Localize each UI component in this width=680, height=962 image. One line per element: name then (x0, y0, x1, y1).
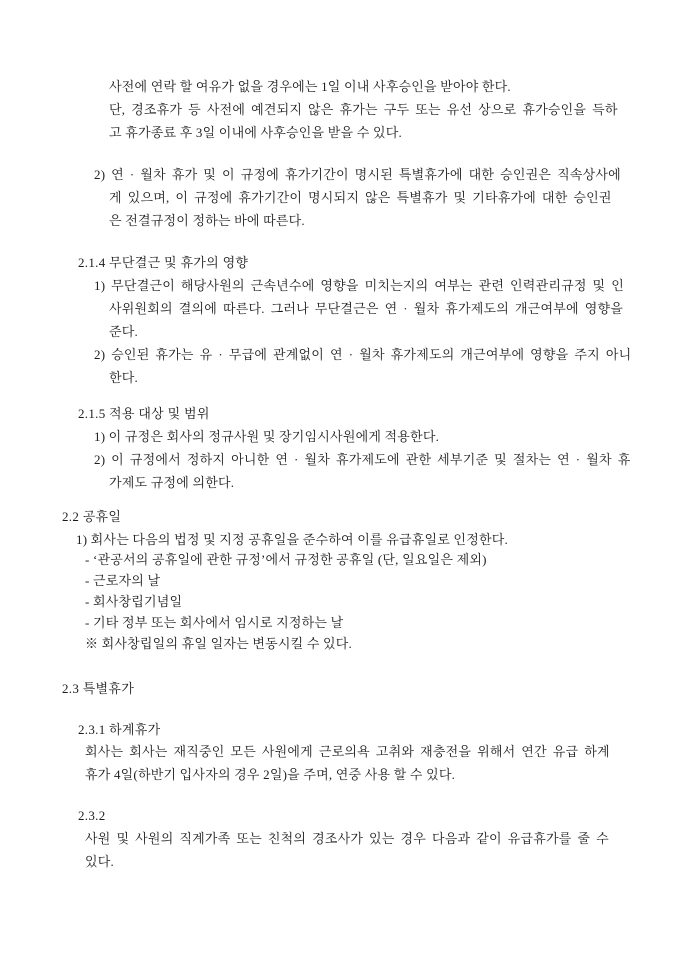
heading-2-1-4: 2.1.4 무단결근 및 휴가의 영향 (78, 255, 249, 270)
numbered-item-1-line: 1) 이 규정은 회사의 정규사원 및 장기임시사원에게 적용한다. (94, 429, 440, 444)
heading-2-3-1: 2.3.1 하계휴가 (78, 722, 161, 737)
numbered-item-1-line: 1) 회사는 다음의 법정 및 지정 공휴일을 준수하여 이를 유급휴일로 인정한다. (76, 532, 508, 547)
numbered-item-1-line: 사위원회의 결의에 따른다. 그러나 무단결근은 연 · 월차 휴가제도의 개근여부에 영향을 (109, 301, 624, 316)
heading-2-3: 2.3 특별휴가 (62, 681, 135, 696)
numbered-item-2-line: 2) 연 · 월차 휴가 및 이 규정에 휴가기간이 명시된 특별휴가에 대한 승인권은 직속상사에 (94, 167, 621, 182)
paragraph-line: 회사는 회사는 재직중인 모든 사원에게 근로의욕 고취와 재충전을 위해서 연간 유급 하계 (85, 744, 610, 759)
numbered-item-1-line: 준다. (109, 324, 138, 339)
paragraph-line: 있다. (85, 854, 114, 869)
numbered-item-2-line: 한다. (109, 370, 138, 385)
numbered-item-2-line: 은 전결규정이 정하는 바에 따른다. (109, 213, 305, 228)
dash-bullet-line: - 기타 정부 또는 회사에서 임시로 지정하는 날 (85, 615, 344, 630)
heading-2-2: 2.2 공휴일 (62, 509, 122, 524)
paragraph-line: 단, 경조휴가 등 사전에 예견되지 않은 휴가는 구두 또는 유선 상으로 휴가승인을 득하 (109, 102, 618, 117)
dash-bullet-line: - 회사창립기념일 (85, 594, 183, 609)
numbered-item-2-line: 2) 승인된 휴가는 유 · 무급에 관계없이 연 · 월차 휴가제도의 개근여부에 영향을 주지 아니 (94, 347, 632, 362)
numbered-item-2-line: 게 있으며, 이 규정에 휴가기간이 명시되지 않은 특별휴가 및 기타휴가에 대한 승인권 (109, 190, 612, 205)
note-line: ※ 회사창립일의 휴일 일자는 변동시킬 수 있다. (85, 636, 352, 651)
heading-2-3-2: 2.3.2 (78, 808, 106, 823)
dash-bullet-line: - 근로자의 날 (85, 573, 161, 588)
paragraph-line: 사원 및 사원의 직계가족 또는 친척의 경조사가 있는 경우 다음과 같이 유급휴가를 줄 수 (85, 831, 609, 846)
numbered-item-1-line: 1) 무단결근이 해당사원의 근속년수에 영향을 미치는지의 여부는 관련 인력관리규정 및 인 (94, 278, 625, 293)
paragraph-line: 고 휴가종료 후 3일 이내에 사후승인을 받을 수 있다. (109, 125, 402, 140)
numbered-item-2-line: 2) 이 규정에서 정하지 아니한 연 · 월차 휴가제도에 관한 세부기준 및 절차는 연 · 월차 휴 (94, 452, 631, 467)
dash-bullet-line: - ‘관공서의 공휴일에 관한 규정’에서 규정한 공휴일 (단, 일요일은 제외) (85, 552, 487, 567)
paragraph-line: 휴가 4일(하반기 입사자의 경우 2일)을 주며, 연중 사용 할 수 있다. (85, 767, 456, 782)
numbered-item-2-line: 가제도 규정에 의한다. (109, 475, 235, 490)
paragraph-line: 사전에 연락 할 여유가 없을 경우에는 1일 이내 사후승인을 받아야 한다. (109, 79, 511, 94)
heading-2-1-5: 2.1.5 적용 대상 및 범위 (78, 406, 210, 421)
